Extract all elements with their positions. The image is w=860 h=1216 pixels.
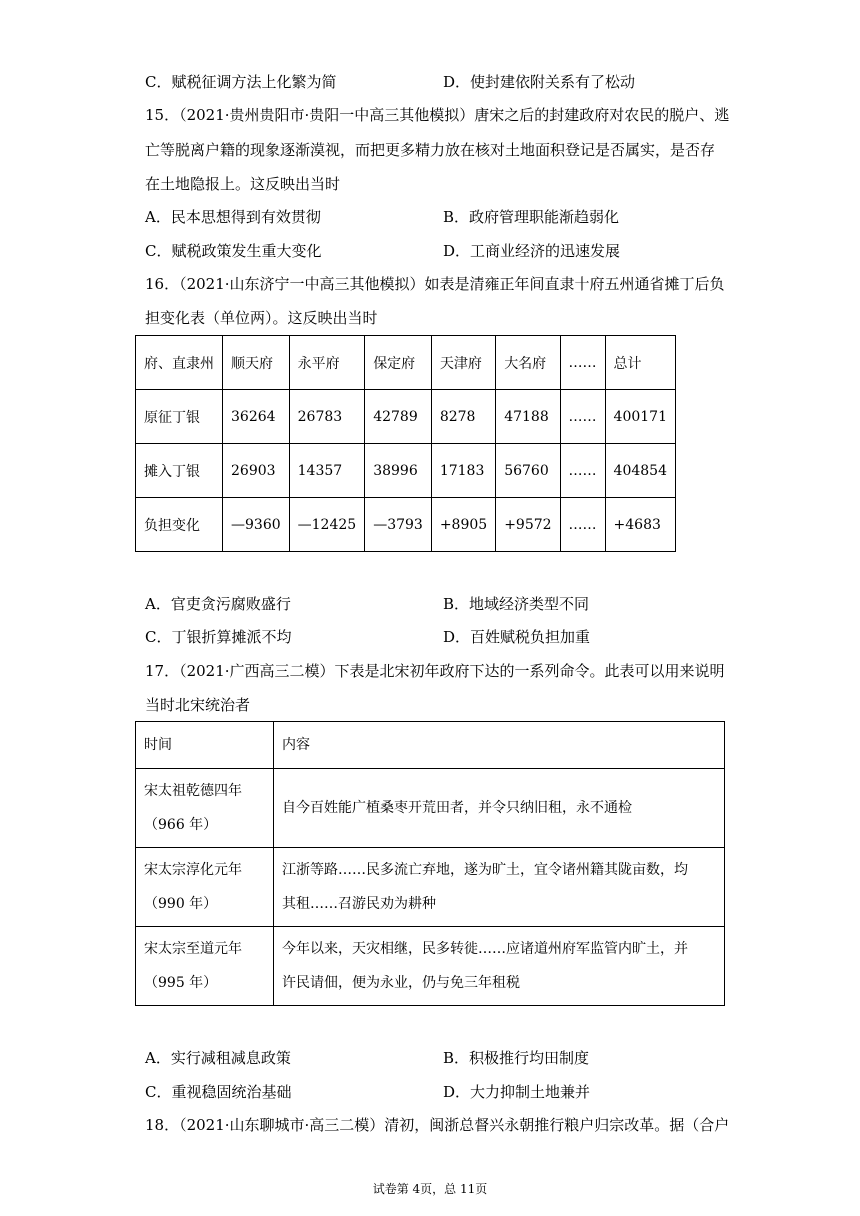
table-header-cell: 内容 xyxy=(274,722,725,769)
time-line: 宋太祖乾德四年 xyxy=(144,783,242,799)
q15-option-d: D．工商业经济的迅速发展 xyxy=(443,242,621,260)
page-footer: 试卷第 4页，总 11页 xyxy=(372,1182,488,1196)
table-row xyxy=(136,769,725,848)
table-header-cell: 大名府 xyxy=(496,336,560,390)
q17-option-c: C．重视稳固统治基础 xyxy=(145,1083,292,1101)
table-cell: …… xyxy=(560,444,605,498)
time-line: （990 年） xyxy=(144,896,218,912)
q15-stem-line-1: 15．（2021·贵州贵阳市·贵阳一中高三其他模拟）唐宋之后的封建政府对农民的脱户、逃 xyxy=(145,106,730,124)
q16-option-a: A．官吏贪污腐败盛行 xyxy=(145,595,291,613)
table-cell: 原征丁银 xyxy=(136,390,223,444)
time-line: 宋太宗淳化元年 xyxy=(144,862,242,878)
table-cell: 17183 xyxy=(431,444,495,498)
time-line: （995 年） xyxy=(144,975,218,991)
table-row xyxy=(136,498,676,552)
table-cell: 36264 xyxy=(223,390,290,444)
table-cell: 摊入丁银 xyxy=(136,444,223,498)
q14-option-c: C．赋税征调方法上化繁为简 xyxy=(145,73,337,91)
table-header-cell: 保定府 xyxy=(365,336,432,390)
time-line: （966 年） xyxy=(144,817,218,833)
q16-option-c: C．丁银折算摊派不均 xyxy=(145,628,292,646)
content-line: 自今百姓能广植桑枣开荒田者，并令只纳旧租，永不通检 xyxy=(282,800,632,816)
table-header-cell: 府、直隶州 xyxy=(136,336,223,390)
table-cell: 26783 xyxy=(289,390,365,444)
table-cell: 8278 xyxy=(431,390,495,444)
q17-decree-table xyxy=(135,721,725,1006)
table-header-cell: 总计 xyxy=(605,336,675,390)
table-cell: 404854 xyxy=(605,444,675,498)
table-header-cell: …… xyxy=(560,336,605,390)
q15-option-c: C．赋税政策发生重大变化 xyxy=(145,242,322,260)
table-cell: —9360 xyxy=(223,498,290,552)
table-cell: +8905 xyxy=(431,498,495,552)
content-line: 今年以来，天灾相继，民多转徙……应诸道州府军监管内旷土，并 xyxy=(282,941,688,957)
table-cell-content xyxy=(274,769,725,848)
table-cell: 47188 xyxy=(496,390,560,444)
table-cell: —3793 xyxy=(365,498,432,552)
table-cell: 38996 xyxy=(365,444,432,498)
q17-stem-line-1: 17．（2021·广西高三二模）下表是北宋初年政府下达的一系列命令。此表可以用来说明 xyxy=(145,662,725,680)
table-cell: …… xyxy=(560,390,605,444)
q14-option-d: D．使封建依附关系有了松动 xyxy=(443,73,636,91)
q15-option-b: B．政府管理职能渐趋弱化 xyxy=(443,208,620,226)
table-cell: 400171 xyxy=(605,390,675,444)
table-cell: +9572 xyxy=(496,498,560,552)
q16-stem-line-1: 16．（2021·山东济宁一中高三其他模拟）如表是清雍正年间直隶十府五州通省摊丁后负 xyxy=(145,275,725,293)
table-header-row xyxy=(136,722,725,769)
q15-option-a: A．民本思想得到有效贯彻 xyxy=(145,208,321,226)
table-row xyxy=(136,444,676,498)
q16-data-table xyxy=(135,335,676,552)
q16-option-b: B．地域经济类型不同 xyxy=(443,595,590,613)
q16-option-d: D．百姓赋税负担加重 xyxy=(443,628,591,646)
table-cell: 负担变化 xyxy=(136,498,223,552)
table-cell: 14357 xyxy=(289,444,365,498)
table-cell: 42789 xyxy=(365,390,432,444)
q15-stem-line-3: 在土地隐报上。这反映出当时 xyxy=(145,175,341,193)
content-line: 许民请佃，便为永业，仍与免三年租税 xyxy=(282,975,520,991)
q15-stem-line-2: 亡等脱离户籍的现象逐渐漠视，而把更多精力放在核对土地面积登记是否属实，是否存 xyxy=(145,141,716,159)
q18-stem-line-1: 18．（2021·山东聊城市·高三二模）清初，闽浙总督兴永朝推行粮户归宗改革。据（合户 xyxy=(145,1116,730,1134)
table-header-cell: 永平府 xyxy=(289,336,365,390)
table-cell: 26903 xyxy=(223,444,290,498)
q16-stem-line-2: 担变化表（单位两）。这反映出当时 xyxy=(145,309,378,327)
table-cell-content xyxy=(274,848,725,927)
table-cell-time xyxy=(136,769,274,848)
table-cell: +4683 xyxy=(605,498,675,552)
table-cell-content xyxy=(274,927,725,1006)
q17-option-d: D．大力抑制土地兼并 xyxy=(443,1083,591,1101)
table-cell: 56760 xyxy=(496,444,560,498)
table-header-cell: 时间 xyxy=(136,722,274,769)
table-cell: …… xyxy=(560,498,605,552)
table-cell: —12425 xyxy=(289,498,365,552)
table-header-row xyxy=(136,336,676,390)
table-header-cell: 天津府 xyxy=(431,336,495,390)
content-line: 其租……召游民劝为耕种 xyxy=(282,896,436,912)
table-cell-time xyxy=(136,927,274,1006)
time-line: 宋太宗至道元年 xyxy=(144,941,242,957)
table-row xyxy=(136,848,725,927)
table-cell-time xyxy=(136,848,274,927)
q17-option-a: A．实行减租减息政策 xyxy=(145,1049,291,1067)
q17-stem-line-2: 当时北宋统治者 xyxy=(145,696,251,714)
table-row xyxy=(136,390,676,444)
q17-option-b: B．积极推行均田制度 xyxy=(443,1049,590,1067)
table-row xyxy=(136,927,725,1006)
table-header-cell: 顺天府 xyxy=(223,336,290,390)
content-line: 江浙等路……民多流亡弃地，遂为旷土，宜令诸州籍其陇亩数，均 xyxy=(282,862,688,878)
